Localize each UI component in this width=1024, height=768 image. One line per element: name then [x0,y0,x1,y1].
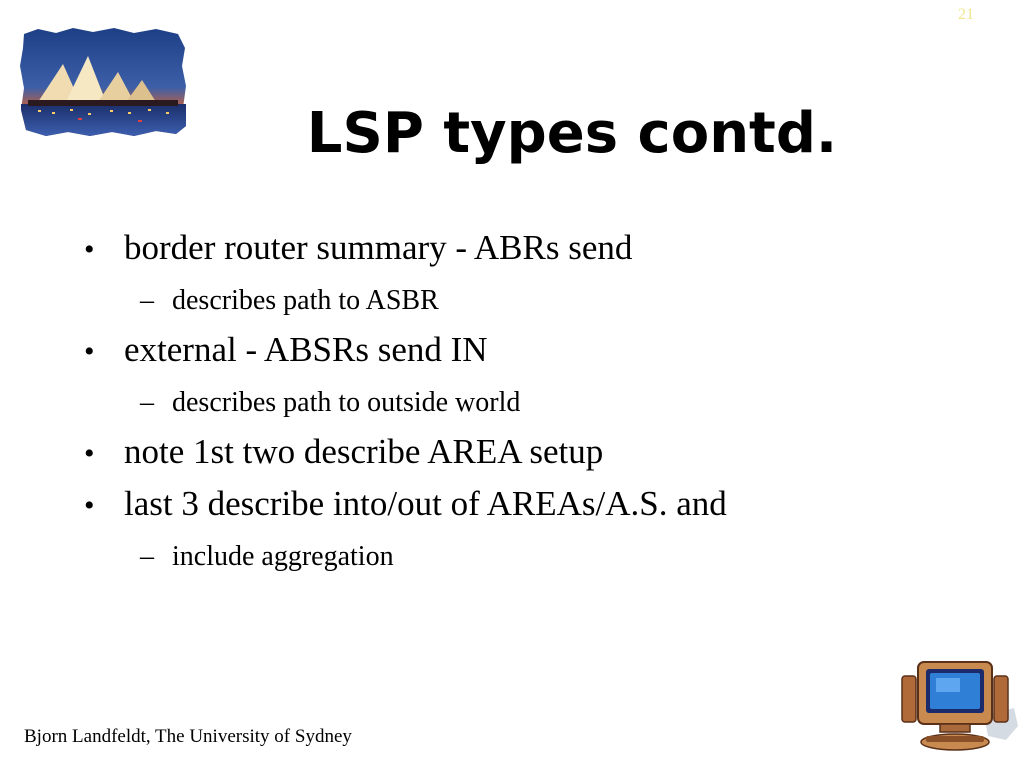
bullet-marker: • [84,233,95,266]
bullet-text: note 1st two describe AREA setup [124,432,604,471]
sub-bullet-item [140,386,520,420]
sub-bullet-text: include aggregation [172,541,394,572]
sub-bullet-item [140,284,439,318]
computer-monitor-icon [896,656,1020,756]
bullet-marker: • [84,335,95,368]
slide-title: LSP types contd. [306,101,838,166]
sub-bullet-marker: – [140,285,154,316]
sub-bullet-text: describes path to ASBR [172,285,439,316]
bullet-text: last 3 describe into/out of AREAs/A.S. and [124,484,727,523]
bullet-item [84,330,488,372]
bullet-marker: • [84,437,95,470]
slide-footer: Bjorn Landfeldt, The University of Sydney [24,726,352,747]
sub-bullet-text: describes path to outside world [172,387,521,418]
slide-number: 21 [958,6,974,23]
bullet-item [84,484,727,526]
sub-bullet-marker: – [140,541,154,572]
bullet-text: border router summary - ABRs send [124,228,633,267]
bullet-marker: • [84,489,95,522]
bullet-text: external - ABSRs send IN [124,330,488,369]
bullet-item [84,228,632,270]
bullet-item [84,432,603,474]
sub-bullet-marker: – [140,387,154,418]
sub-bullet-item [140,540,394,574]
